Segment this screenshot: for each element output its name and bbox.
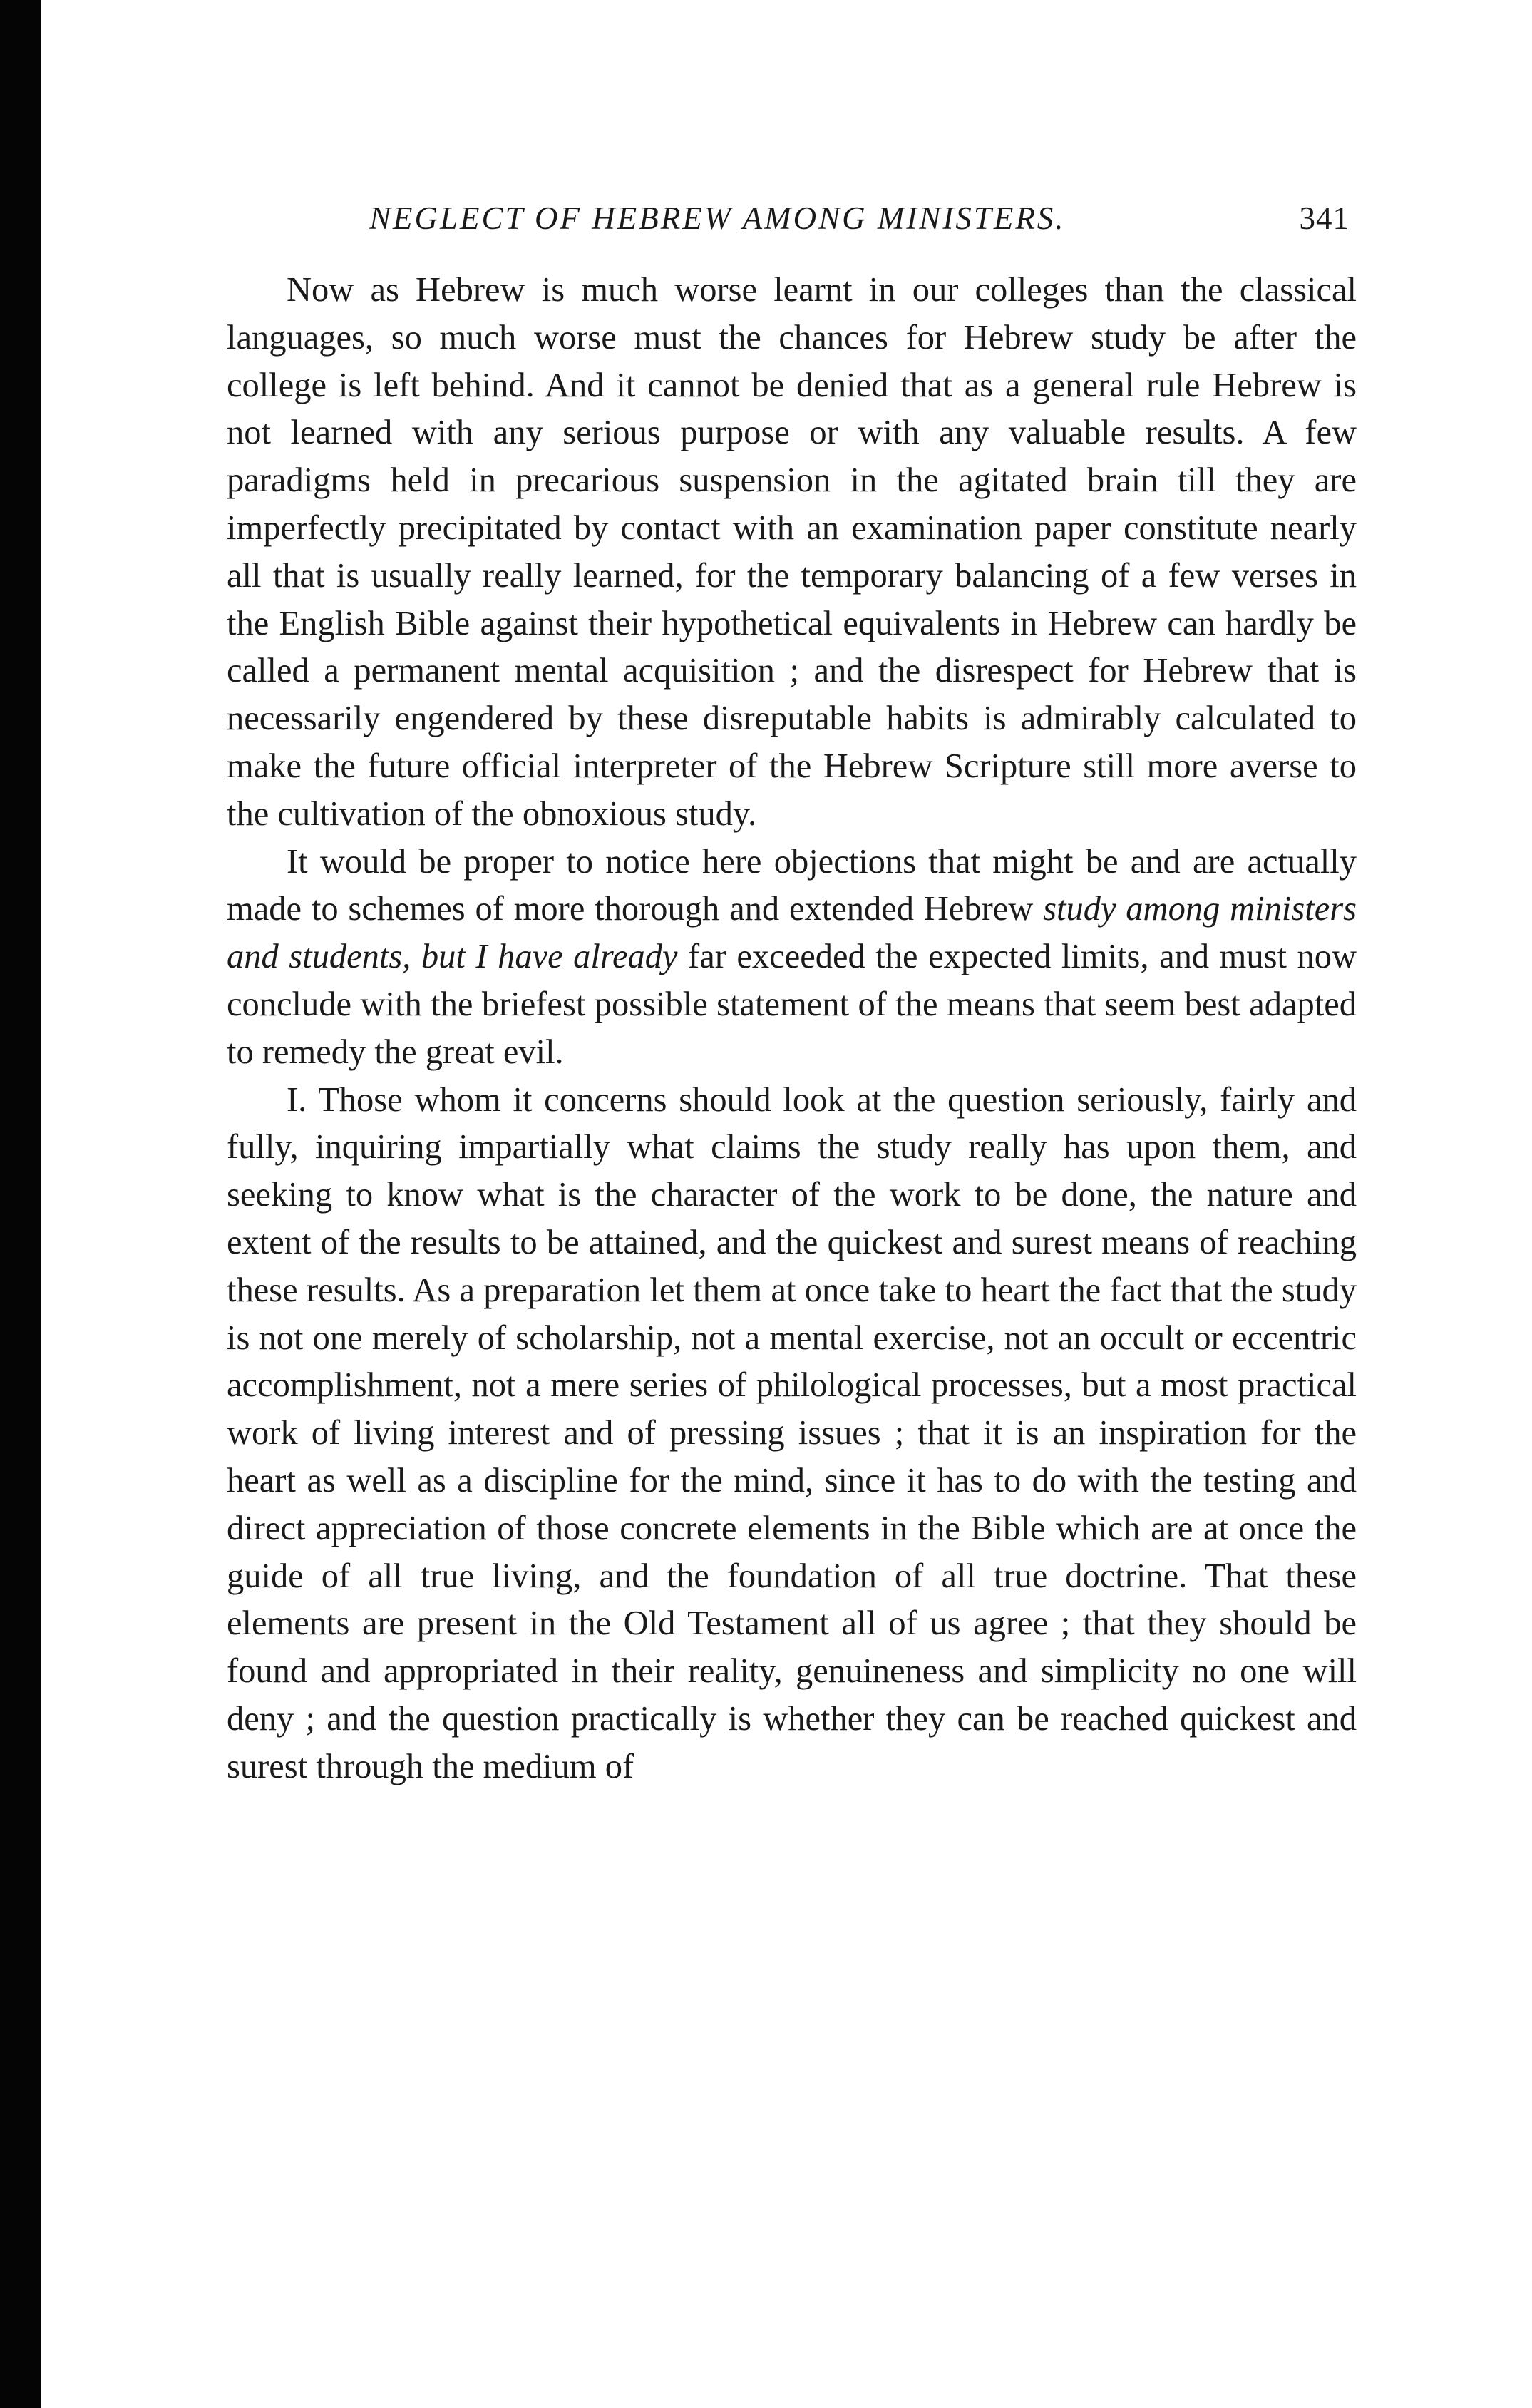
running-header [227, 193, 1357, 250]
scan-edge-shadow [0, 0, 41, 2408]
paragraph-2-start: It would be proper to notice here objections that might be and are actually made to schemes of more thorough and extended Hebrew [227, 842, 1357, 928]
page-number: 341 [1299, 200, 1350, 236]
paragraph-1: Now as Hebrew is much worse learnt in our colleges than the classical languages, so much worse must the chances for Hebrew study be after the college is left behind. And it cannot be denied that as a general rule Hebrew is not learned with any serious purpose or with any valuable results. A few paradigms held in precarious suspension in the agitated brain till they are imperfectly precipitated by contact with an examination paper constitute nearly all that is usually really learned, for the temporary balancing of a few verses in the English Bible against their hypothetical equivalents in Hebrew can hardly be called a permanent mental acquisition ; and the disrespect for Hebrew that is necessarily engendered by these disreputable habits is admirably calculated to make the future official interpreter of the Hebrew Scripture still more averse to the cultivation of the obnoxious study. [227, 271, 1357, 833]
paragraph-2-end: far exceeded the expected limits, and must now conclude with the briefest possible statement of the means that seem best adapted to remedy the great evil. [227, 938, 1357, 1071]
body-text [227, 267, 1357, 1791]
running-title: NEGLECT OF HEBREW AMONG MINISTERS. [369, 200, 1066, 236]
paragraph-3: I. Those whom it concerns should look at the question seriously, fairly and fully, inquiring impartially what claims the study really has upon them, and seeking to know what is the character of the work to be done, the nature and extent of the results to be attained, and the quickest and surest means of reaching these results. As a preparation let them at once take to heart the fact that the study is not one merely of scholarship, not a mental exercise, not an occult or eccentric accomplishment, not a mere series of philological processes, but a most practical work of living interest and of pressing issues ; that it is an inspiration for the heart as well as a discipline for the mind, since it has to do with the testing and direct appreciation of those concrete elements in the Bible which are at once the guide of all true living, and the foundation of all true doctrine. That these elements are present in the Old Testament all of us agree ; that they should be found and appropriated in their reality, genuineness and simplicity no one will deny ; and the question practically is whether they can be reached quickest and surest through the medium of [227, 1080, 1357, 1785]
paragraph-2-italic: study among ministers and students, but I have already [227, 890, 1357, 976]
paragraph-2 [227, 839, 1357, 1077]
book-page [227, 193, 1357, 1791]
